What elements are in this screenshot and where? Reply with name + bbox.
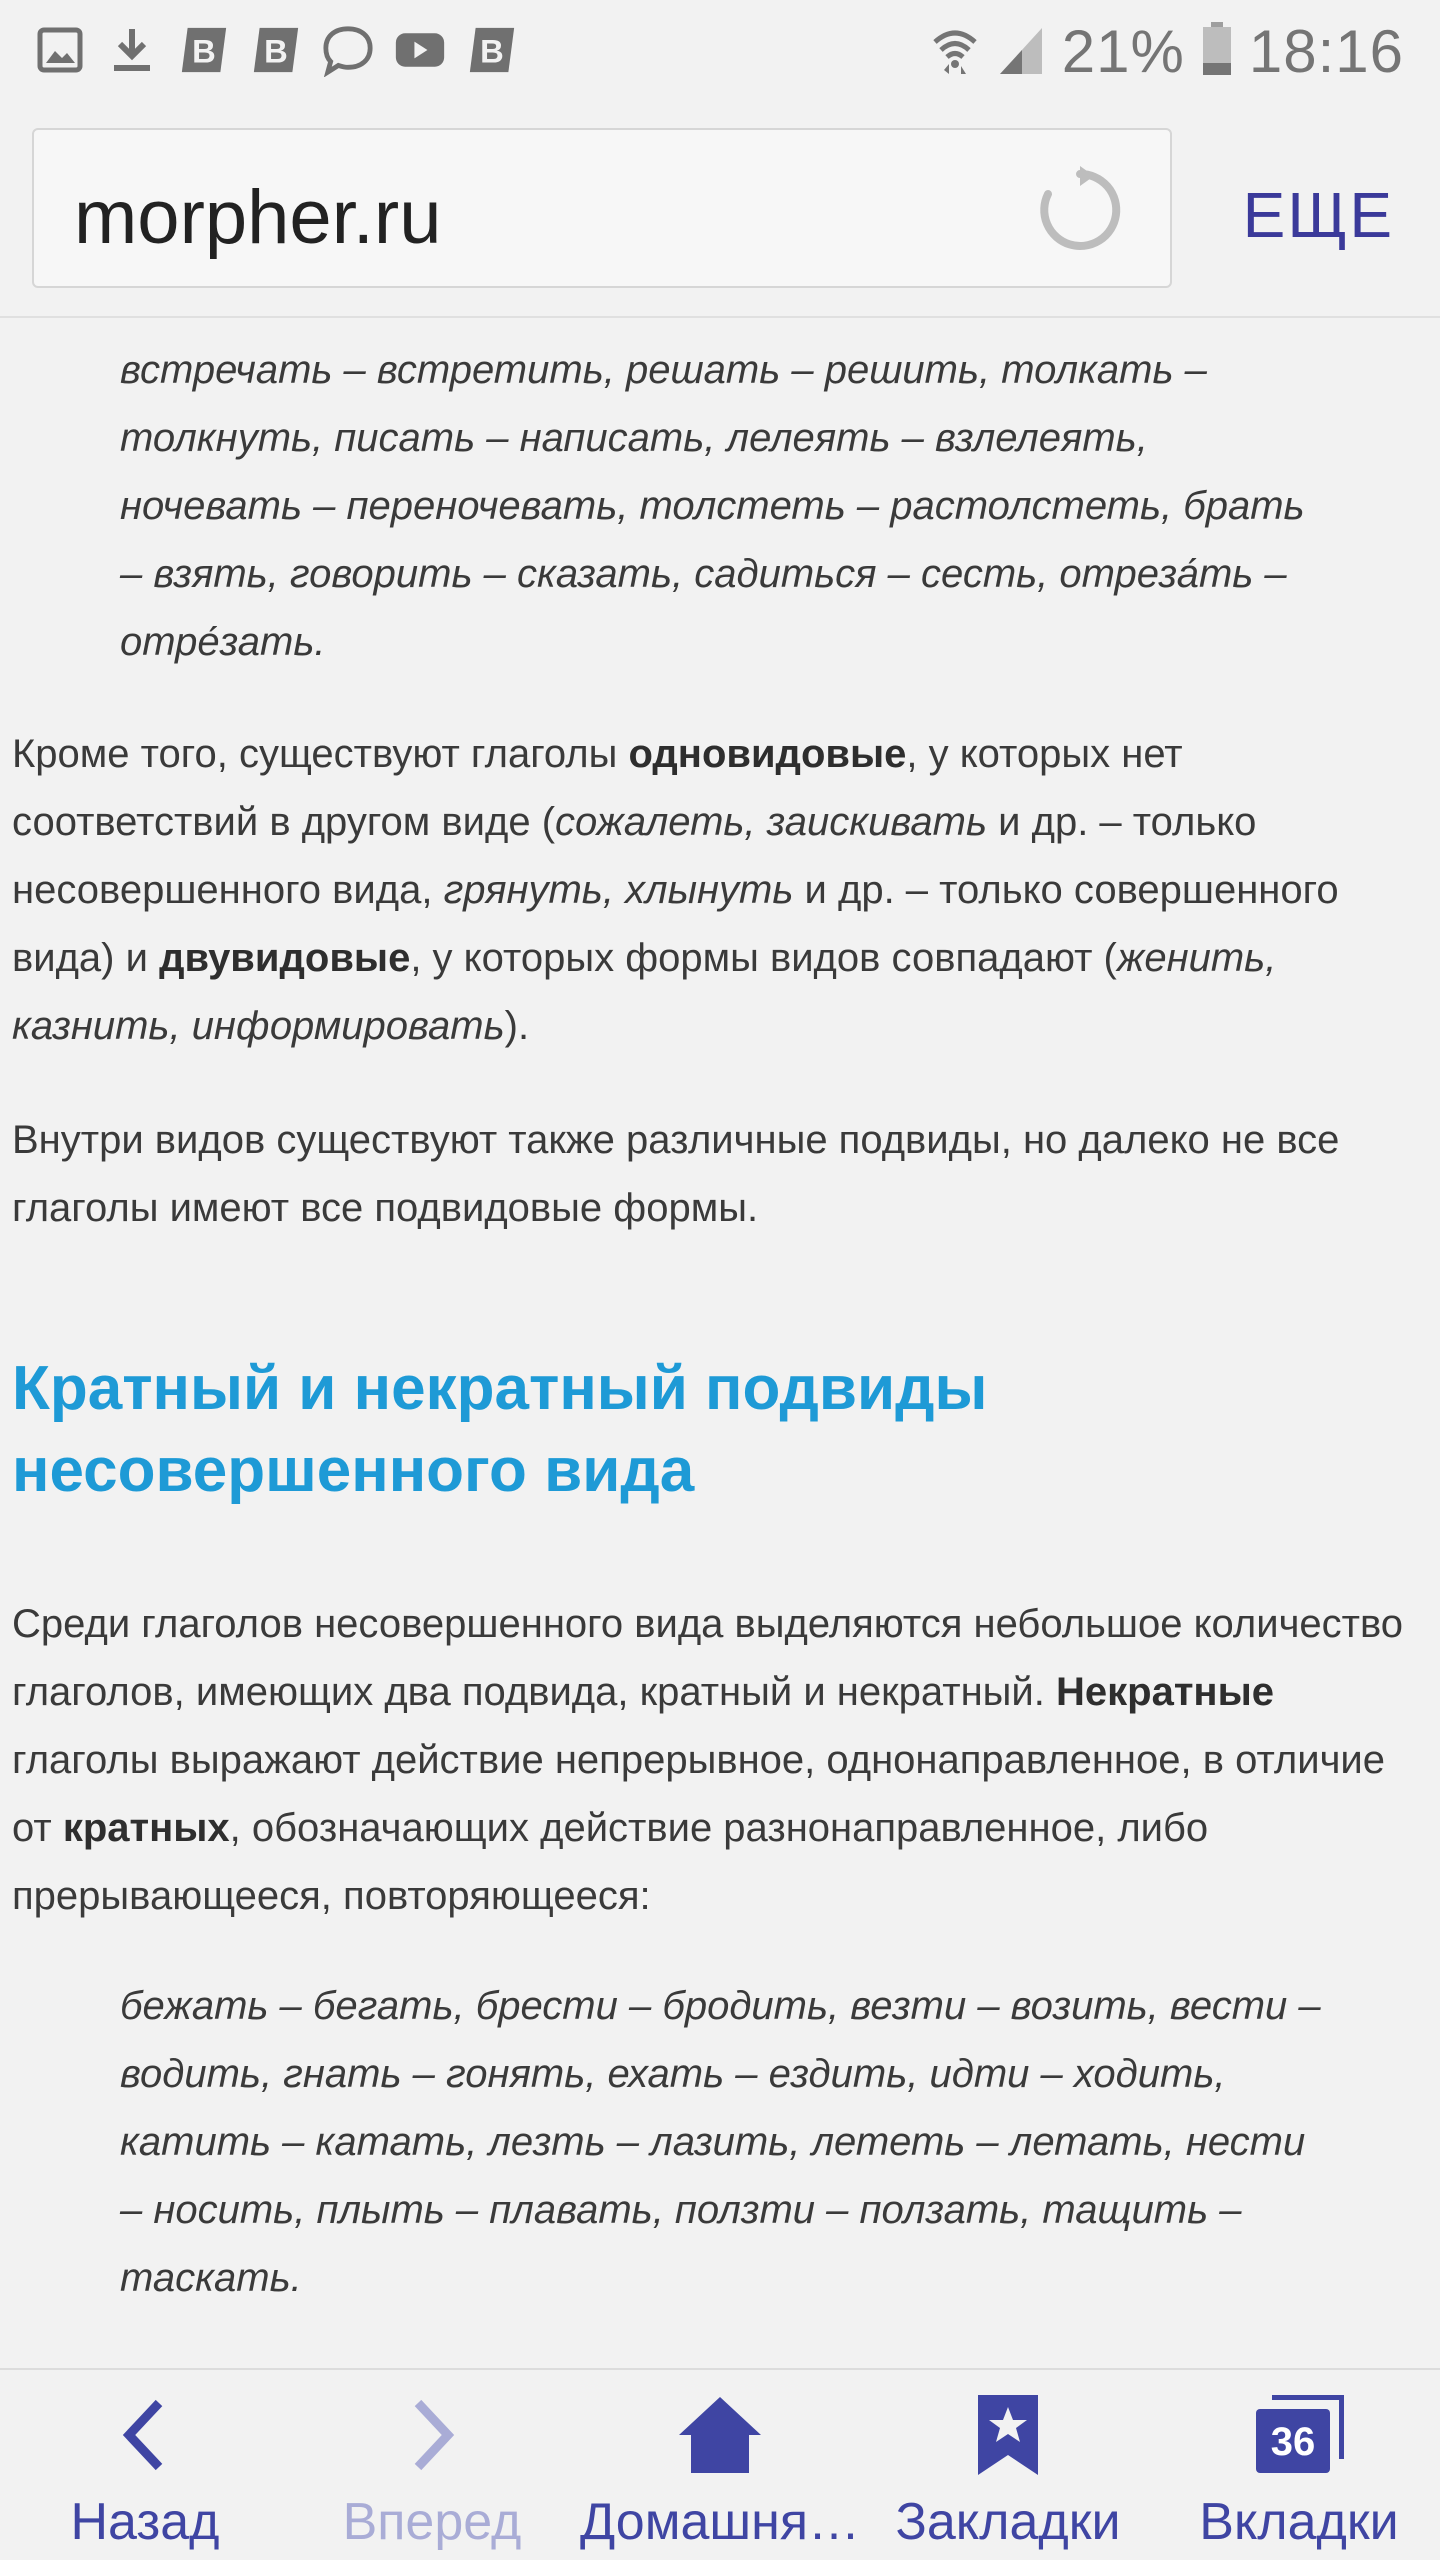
more-button[interactable]: ЕЩЕ	[1242, 179, 1394, 251]
vk-icon	[466, 24, 518, 76]
browser-toolbar	[0, 100, 1440, 318]
svg-text:B: B	[192, 32, 216, 70]
bottom-navigation	[0, 2368, 1440, 2560]
address-bar[interactable]	[32, 128, 1172, 288]
image-icon	[34, 24, 86, 76]
chevron-right-icon	[402, 2392, 462, 2478]
clock: 18:16	[1248, 17, 1404, 85]
vk-icon	[250, 24, 302, 76]
chevron-left-icon	[115, 2392, 175, 2478]
system-status	[930, 16, 1404, 86]
section-heading: Кратный и некратный подвиды несовершенного вида	[12, 1354, 988, 1505]
battery-percent: 21%	[1061, 17, 1185, 85]
status-bar	[0, 0, 1440, 100]
example-list-motion-verbs: бежать – бегать, брести – бродить, везти – возить, вести – водить, гнать – гонять, ехать – ездить, идти – ходить, катить – катать, лезть – лазить, лететь – летать, нести – носить, плыть – плавать, ползти – ползать, тащить – таскать.	[120, 1984, 1321, 2300]
svg-text:B: B	[480, 32, 504, 70]
bookmarks-button[interactable]	[888, 2370, 1128, 2560]
home-button[interactable]	[580, 2370, 860, 2560]
home-label: Домашня…	[580, 2493, 860, 2551]
back-label: Назад	[70, 2493, 220, 2551]
tabs-button[interactable]	[1184, 2370, 1414, 2560]
page-content	[0, 318, 1440, 2368]
wifi-icon	[930, 22, 980, 81]
forward-button[interactable]	[322, 2370, 542, 2560]
paragraph-subaspects: Внутри видов существуют также различные подвиды, но далеко не все глаголы имеют все подвидовые формы.	[12, 1118, 1340, 1230]
forward-label: Вперед	[342, 2493, 522, 2551]
vk-icon	[178, 24, 230, 76]
back-button[interactable]	[40, 2370, 250, 2560]
reload-icon[interactable]	[1034, 164, 1126, 256]
battery-icon	[1201, 21, 1233, 82]
bookmarks-label: Закладки	[895, 2493, 1121, 2551]
download-icon	[106, 24, 158, 76]
home-icon	[677, 2392, 763, 2478]
paragraph-multiple-aspects: Среди глаголов несовершенного вида выделяются небольшое количество глаголов, имеющих два подвида, кратный и некратный. Некратные глаголы выражают действие непрерывное, однонаправленное, в отличие от кратных, обозначающих действие разнонаправленное, либо прерывающееся, повторяющееся:	[12, 1602, 1404, 1918]
bookmark-star-icon	[976, 2392, 1040, 2478]
tabs-count: 36	[1270, 2420, 1316, 2464]
tabs-icon	[1254, 2392, 1344, 2478]
example-list-aspect-pairs: встречать – встретить, решать – решить, толкать – толкнуть, писать – написать, лелеять – взлелеять, ночевать – переночевать, толстеть – растолстеть, брать – взять, говорить – сказать, садиться – сесть, отреза́ть – отре́зать.	[120, 348, 1305, 664]
chat-bubble-icon	[322, 24, 374, 76]
svg-text:B: B	[264, 32, 288, 70]
youtube-icon	[394, 24, 446, 76]
paragraph-one-aspect-verbs: Кроме того, существуют глаголы одновидовые, у которых нет соответствий в другом виде (сожалеть, заискивать и др. – только несовершенного вида, грянуть, хлынуть и др. – только совершенного вида) и двувидовые, у которых формы видов совпадают (женить, казнить, информировать).	[12, 732, 1339, 1048]
signal-icon	[996, 22, 1046, 81]
url-text[interactable]: morpher.ru	[74, 175, 442, 260]
notification-icons	[34, 22, 518, 78]
tabs-label: Вкладки	[1199, 2493, 1399, 2551]
